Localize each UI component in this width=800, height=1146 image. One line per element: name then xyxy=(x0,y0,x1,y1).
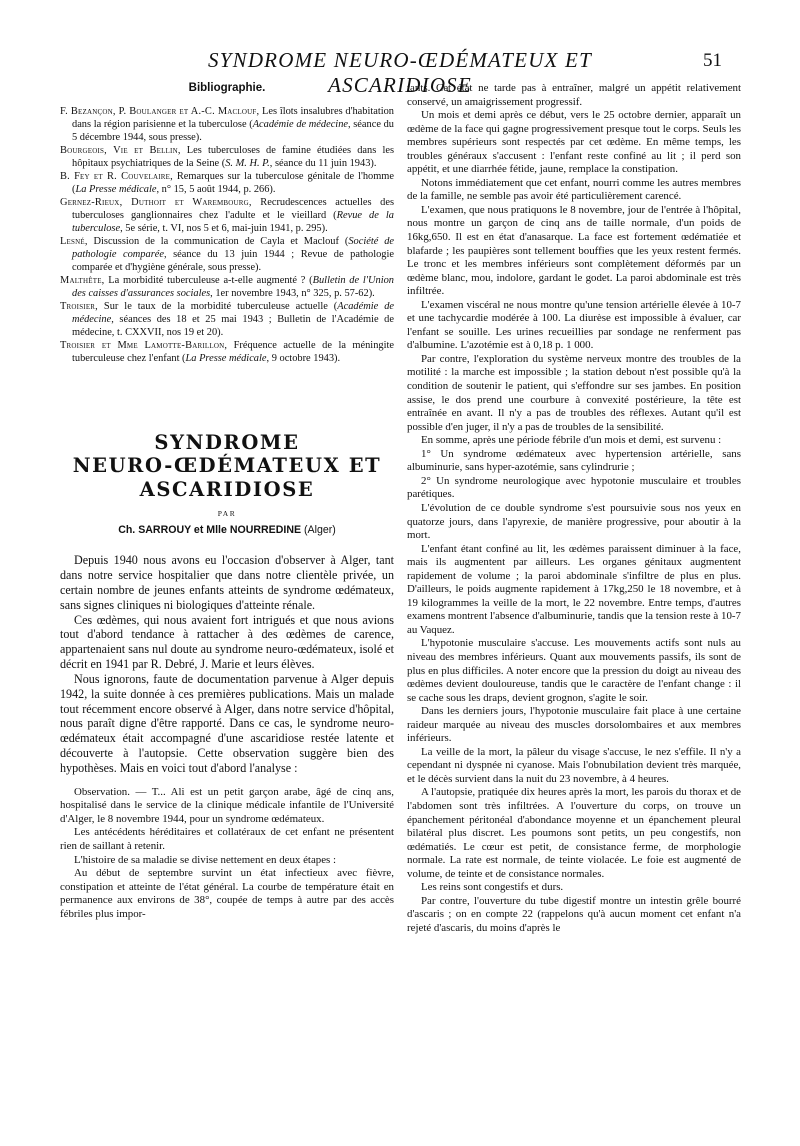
bib-authors: Malthête, xyxy=(60,274,105,286)
bib-text: Les îlots insalubres d'habitation dans la région parisienne et la tuberculose ( xyxy=(72,105,394,130)
bib-authors: F. Bezançon, P. Boulanger et A.-C. Maclouf, xyxy=(60,105,260,117)
bib-tail: , séance du 13 juin 1944 ; Revue de pathologie comparée et d'hygiène générale, sous presse). xyxy=(72,248,394,273)
bib-tail: , séance du 5 décembre 1944, sous presse). xyxy=(72,118,394,143)
running-title: SYNDROME NEURO-ŒDÉMATEUX ET ASCARIDIOSE xyxy=(208,48,592,97)
paragraph: Ces œdèmes, qui nous avaient fort intrigués et que nous avions tout d'abord tendance à rattacher à des œdèmes de carence, appartenaient sans nul doute au syndrome neuro-œdémateux, isolé et décrit en 1941 par R. Debré, J. Marie et leurs élèves. xyxy=(60,612,394,672)
left-column xyxy=(60,82,394,921)
bib-source: La Presse médicale xyxy=(185,352,267,364)
bib-source: Bulletin de l'Union des caisses d'assurances sociales xyxy=(72,274,394,299)
paragraph: Nous ignorons, faute de documentation parvenue à Alger depuis 1942, la suite donnée à ces premières publications. Mais un malade tout récemment encore observé à Alger, dans notre service d'hôpital, nous paraît digne d'être rapporté. Dans ce cas, le syndrome neuro-œdémateux était accompagné d'une ascaridiose restée latente et découverte à l'autopsie. Cette observation suggère bien des hypothèses. Mais en voici tout d'abord l'analyse : xyxy=(60,671,394,775)
bib-text: Fréquence actuelle de la méningite tuberculeuse chez l'enfant ( xyxy=(72,339,394,364)
bib-authors: Bourgeois, Vie et Bellin, xyxy=(60,144,181,156)
bib-tail: , n° 15, 5 août 1944, p. 266). xyxy=(156,183,276,195)
paragraph: Un mois et demi après ce début, vers le 25 octobre dernier, apparaît un œdème de la face qui gagne progressivement presque tout le corps. Seuls les membres supérieurs sont respectés par cet œdème. En même temps, les troubles généraux s'accusent : l'enfant reste confiné au lit ; il perd son appétit, et une diarrhée fétide, jaune, remplace la constipation. xyxy=(407,109,741,176)
title-line: NEURO-ŒDÉMATEUX ET xyxy=(72,454,382,478)
paragraph: Dans les derniers jours, l'hypotonie musculaire fait place à une certaine raideur marquée au niveau des muscles dorsolombaires et aux membres inférieurs. xyxy=(407,705,741,745)
bibliography-entry xyxy=(60,235,394,274)
bib-text: Remarques sur la tuberculose génitale de l'homme ( xyxy=(72,170,394,195)
page-number: 51 xyxy=(703,50,722,71)
author-names: Ch. SARROUY et Mlle NOURREDINE xyxy=(118,523,302,536)
title-line: SYNDROME xyxy=(154,430,300,454)
bib-tail: , 5e série, t. VI, nos 5 et 6, mai-juin 1941, p. 295). xyxy=(120,222,328,234)
bib-source: Revue de la tuberculose xyxy=(72,209,394,234)
paragraph: Depuis 1940 nous avons eu l'occasion d'observer à Alger, tant dans notre service hospitalier que dans notre clientèle privée, un certain nombre de jeunes enfants atteints de syndrome œdémateux, sans signes cliniques ni biologiques d'atteinte rénale. xyxy=(60,553,394,612)
bib-text: Discussion de la communication de Cayla et Maclouf ( xyxy=(87,235,349,247)
bib-authors: Troisier, xyxy=(60,300,98,312)
bibliography-entry xyxy=(60,300,394,339)
observation xyxy=(60,786,394,921)
paragraph: Par contre, l'ouverture du tube digestif montre un intestin grêle bourré d'ascaris ; on en compte 22 (rappelons qu'à aucun moment cet enfant n'a rejeté d'ascaris, du moins d'après le xyxy=(407,894,741,934)
paragraph: L'examen, que nous pratiquons le 8 novembre, jour de l'entrée à l'hôpital, nous montre un garçon de cinq ans de taille normale, d'un poids de 16kg,650. Il est en état d'anasarque. La face est fortement œdématiée et blafarde ; les paupières sont tellement bouffies que les yeux restent fermés. Le tronc et les membres inférieurs sont complètement déformés par un œdème blanc, mou, indolore, gardant le godet. La paroi abdominale est très infiltrée. xyxy=(407,203,741,298)
introduction xyxy=(60,553,394,776)
bibliography-entry xyxy=(60,196,394,235)
bib-tail: , séance du 11 juin 1943). xyxy=(269,157,377,169)
bib-source: Académie de médecine xyxy=(252,118,349,130)
paragraph: En somme, après une période fébrile d'un mois et demi, est survenu : xyxy=(421,434,722,447)
bib-source: Académie de médecine xyxy=(72,300,394,325)
author-affiliation: (Alger) xyxy=(304,523,336,536)
paragraph: Observation. — T... Ali est un petit garçon arabe, âgé de cinq ans, hospitalisé dans le service de la clinique médicale infantile de l'Université d'Alger, le 8 novembre 1944, pour un syndrome œdémateux. xyxy=(60,785,394,825)
paragraph: L'hypotonie musculaire s'accuse. Les mouvements actifs sont nuls au niveau des membres inférieurs. Quant aux mouvements passifs, ils sont de plus en plus difficiles. A noter encore que la pression du doigt au niveau des œdèmes devient douloureuse, tandis que le caractère de l'enfant change : il se cache sous les draps, devient grognon, s'agite le soir. xyxy=(407,637,741,704)
right-column xyxy=(407,82,741,935)
bib-tail: , séances des 18 et 25 mai 1943 ; Bulletin de l'Académie de médecine, t. CXXVII, nos 19 et 20). xyxy=(72,313,394,338)
bib-authors: B. Fey et R. Couvelaire, xyxy=(60,170,173,182)
title-line: ASCARIDIOSE xyxy=(139,477,315,501)
par-label: PAR xyxy=(217,509,237,519)
bib-text: Sur le taux de la morbidité tuberculeuse actuelle ( xyxy=(97,300,338,312)
paragraph: L'examen viscéral ne nous montre qu'une tension artérielle élevée à 10-7 et une tachycardie modérée à 100. La diurèse est impossible à évaluer, car l'enfant se souille. Les urines recueillies par sondage ne renferment pas d'albumine. L'azotémie est à 0,18 p. 1 000. xyxy=(407,298,741,352)
paragraph: L'enfant étant confiné au lit, les œdèmes paraissent diminuer à la face, mais ils augmentent par ailleurs. Les organes génitaux augmentent rapidement de volume ; la paroi abdominale s'infiltre de plus en plus. D'ailleurs, le poids augmente rapidement à 17kg,250 le 18 novembre, et à 19 kilogrammes la veille de la mort, le 22 novembre. Entre temps, d'autres examens montrent l'absence d'albuminurie, tandis que la tension reste à 10-7 au Vaquez. xyxy=(407,542,741,636)
bibliography-entry xyxy=(60,339,394,365)
bib-source: S. M. H. P. xyxy=(225,157,270,169)
bibliography-list xyxy=(60,105,394,365)
paragraph: La veille de la mort, la pâleur du visage s'accuse, le nez s'effile. Il n'y a cependant ni dyspnée ni cyanose. Mais l'obnubilation devient très marquée, et le décès survient dans la nuit du 23 novembre, à 4 heures. xyxy=(407,745,741,785)
bib-text: Recrudescences actuelles des tuberculoses ganglionnaires chez l'adulte et le vieillard ( xyxy=(72,196,394,221)
paragraph: Les reins sont congestifs et durs. xyxy=(421,881,564,894)
bib-tail: , 1er novembre 1943, n° 325, p. 57-62). xyxy=(210,287,375,299)
paragraph: Au début de septembre survint un état infectieux avec fièvre, constipation et atteinte de l'état général. La courbe de température était en permanence aux environs de 38°, coupée de temps à autre par des accès fébriles plus impor- xyxy=(60,867,394,920)
paragraph: Les antécédents héréditaires et collatéraux de cet enfant ne présentent rien de saillant à retenir. xyxy=(60,826,394,852)
bib-authors: Lesné, xyxy=(60,235,88,247)
bibliography-entry xyxy=(60,144,394,170)
paragraph: 2° Un syndrome neurologique avec hypotonie musculaire et troubles parétiques. xyxy=(407,474,741,501)
paragraph: L'histoire de sa maladie se divise nettement en deux étapes : xyxy=(74,853,337,866)
article-title xyxy=(60,431,394,502)
bibliography-entry xyxy=(60,105,394,144)
bibliography-entry xyxy=(60,170,394,196)
paragraph: A l'autopsie, pratiquée dix heures après la mort, les parois du thorax et de l'abdomen sont très infiltrées. A l'ouverture du corps, on trouve un épanchement péritonéal d'abondance moyenne et un épanchement pleural bilatéral plus discret. Les poumons sont petits, un peu congestifs, non œdématiés. Le cœur est petit, de consistance ferme, de morphologie normale. La rate est normale, de teinte violacée. Le foie est augmenté de volume, de teinte et de consistance normales. xyxy=(407,786,741,880)
bibliography-heading: Bibliographie. xyxy=(188,82,266,94)
bib-text: Les tuberculoses de famine étudiées dans les hôpitaux psychiatriques de la Seine ( xyxy=(72,144,394,169)
bib-text: La morbidité tuberculeuse a-t-elle augmenté ? ( xyxy=(104,274,313,286)
bib-authors: Gernez-Rieux, Duthoit et Warembourg, xyxy=(60,196,252,208)
paragraph: tants. Cet état ne tarde pas à entraîner, malgré un appétit relativement conservé, un amaigrissement progressif. xyxy=(407,82,741,108)
bib-tail: , 9 octobre 1943). xyxy=(266,352,341,364)
article-authors xyxy=(60,524,394,538)
paragraph: Par contre, l'exploration du système nerveux montre des troubles de la motilité : la marche est impossible ; la station debout n'est possible qu'à la condition de soutenir le patient, qui s'effondre sur ses jambes. En position assise, le dos prend une courbure à convexité postérieure, la tête est entraînée en avant. Il n'y a pas de troubles des réflexes. Autant qu'il est possible d'en juger, il n'y a pas de troubles de la sensibilité. xyxy=(407,352,741,433)
paragraph: Notons immédiatement que cet enfant, nourri comme les autres membres de la famille, ne semble pas avoir été particulièrement carencé. xyxy=(407,176,741,203)
bib-source: Société de pathologie comparée xyxy=(72,235,394,260)
paragraph: L'évolution de ce double syndrome s'est poursuivie sous nos yeux en quatorze jours, dans l'apyrexie, de manière progressive, pour aboutir à la mort. xyxy=(407,501,741,542)
paragraph: 1° Un syndrome œdémateux avec hypertension artérielle, sans albuminurie, sans hyper-azotémie, sans cylindrurie ; xyxy=(407,447,741,474)
bib-authors: Troisier et Mme Lamotte-Barillon, xyxy=(60,339,228,351)
bib-source: La Presse médicale xyxy=(75,183,157,195)
bibliography-entry xyxy=(60,274,394,300)
